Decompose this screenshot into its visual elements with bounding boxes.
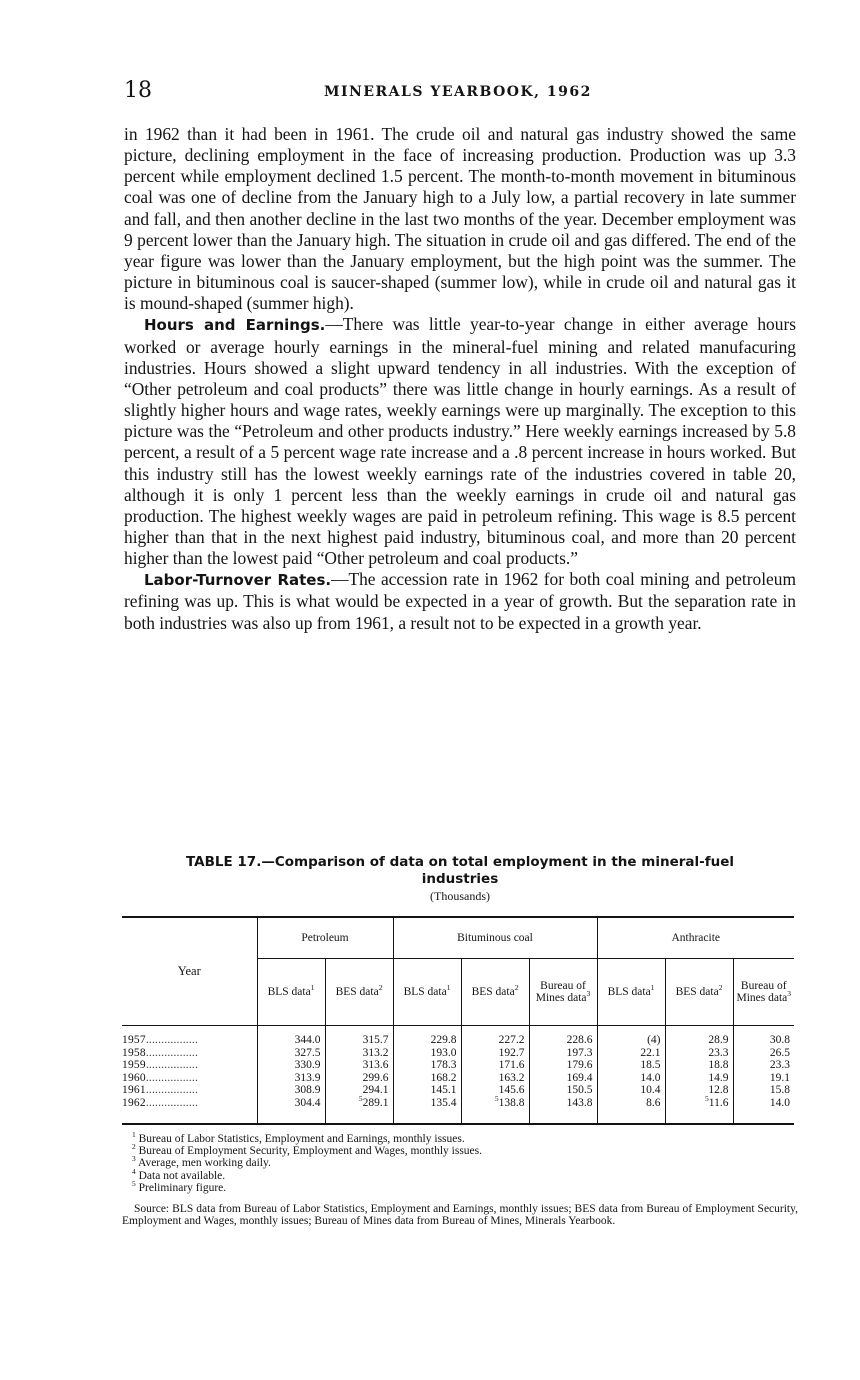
value-cell: 327.5 [257,1047,325,1060]
column-header: Bureau of Mines data$^3$ [733,959,794,1026]
value-cell: 23.3 [733,1059,794,1072]
value-cell: 308.9 [257,1084,325,1097]
value-cell: 18.8 [665,1059,733,1072]
value-cell: 304.4 [257,1097,325,1125]
footnote: $^4$ Data not available. [132,1166,226,1182]
footnote: $^1$ Bureau of Labor Statistics, Employment and Earnings, monthly issues. [132,1130,465,1145]
source-note: Source: BLS data from Bureau of Labor Statistics, Employment and Earnings, monthly issues; BES data from Bureau of Employment Security, Employment and Wages, monthly issues; Bureau of Mines data from Bureau of Mines, Minerals Yearbook. [122,1203,798,1227]
value-cell: 135.4 [393,1097,461,1125]
group-header: Petroleum [257,917,393,959]
value-cell: $^5$138.8 [461,1097,529,1125]
column-header: BES data$^2$ [665,959,733,1026]
value-cell: 19.1 [733,1072,794,1085]
paragraph-text: —There was little year-to-year change in either average hours worked or average hourly earnings in the mineral-fuel mining and related manufacuring industries. Hours showed a slight upward tendency in all industries. With the exception of “Other petroleum and coal products” there was little change in hourly earnings. As a result of slightly higher hours and wage rates, weekly earnings were up marginally. The exception to this picture was the “Petroleum and other products industry.” Here weekly earnings increased by 5.8 percent, a result of a 5 percent wage rate increase and a .8 percent increase in hours worked. But this industry still has the lowest weekly earnings rate of the industries covered in table 20, although it is only 1 percent less than the weekly earnings in crude oil and natural gas production. The highest weekly wages are paid in petroleum refining. This wage is 8.5 percent higher than that in the next highest paid industry, bituminous coal, and more than 20 percent higher than the lowest paid “Other petroleum and coal products.” [124,314,797,569]
value-cell: $^5$11.6 [665,1097,733,1125]
column-header: BES data$^2$ [325,959,393,1026]
value-cell: 145.6 [461,1084,529,1097]
value-cell: 168.2 [393,1072,461,1085]
value-cell: 344.0 [257,1026,325,1047]
body-text [124,124,796,634]
year-cell: 1957................. [122,1034,199,1046]
value-cell: 15.8 [733,1084,794,1097]
value-cell: 30.8 [733,1026,794,1047]
footnotes [132,1130,796,1194]
value-cell: 171.6 [461,1059,529,1072]
value-cell: 18.5 [597,1059,665,1072]
value-cell: 28.9 [665,1026,733,1047]
running-title: MINERALS YEARBOOK, 1962 [324,84,592,100]
table-title [124,854,796,905]
value-cell: 10.4 [597,1084,665,1097]
section-heading: Hours and Earnings. [144,316,326,335]
value-cell: (4) [597,1026,665,1047]
page-number: 18 [124,78,152,103]
value-cell: 193.0 [393,1047,461,1060]
group-header: Bituminous coal [393,917,597,959]
value-cell: 163.2 [461,1072,529,1085]
value-cell: 313.9 [257,1072,325,1085]
value-cell: 14.0 [733,1097,794,1125]
value-cell: 14.0 [597,1072,665,1085]
footnote: $^5$ Preliminary figure. [132,1178,227,1194]
value-cell: $^5$289.1 [325,1097,393,1125]
value-cell: 228.6 [529,1026,597,1047]
table-row [122,1084,794,1097]
year-cell: 1961................. [122,1084,199,1096]
page-header [124,78,796,106]
value-cell: 145.1 [393,1084,461,1097]
value-cell: 169.4 [529,1072,597,1085]
value-cell: 14.9 [665,1072,733,1085]
footnote: $^3$ Average, men working daily. [132,1154,271,1170]
column-header: BLS data$^1$ [597,959,665,1026]
table-row [122,1097,794,1125]
paragraph-text: —The accession rate in 1962 for both coal mining and petroleum refining was up. This is what would be expected in a year of growth. But the separation rate in both industries was also up from 1961, a result not to be expected in a growth year. [124,569,796,633]
year-cell: 1960................. [122,1071,199,1084]
group-header: Anthracite [597,917,794,959]
year-header: Year [122,917,257,1026]
value-cell: 313.6 [325,1059,393,1072]
value-cell: 22.1 [597,1047,665,1060]
year-cell: 1962................. [122,1097,257,1125]
column-header: BES data$^2$ [461,959,529,1026]
paragraph-text: in 1962 than it had been in 1961. The crude oil and natural gas industry showed the same picture, declining employment in the face of increasing production. Production was up 3.3 percent while employment declined 1.5 percent. The month-to-month movement in bituminous coal was one of decline from the January high to a July low, a partial recovery in late summer and fall, and then another decline in the last two months of the year. December employment was 9 percent lower than the January high. The situation in crude oil and gas differed. The end of the year figure was lower than the January employment, but the high point was the summer. The picture in bituminous coal is saucer-shaped (summer low), while in crude oil and natural gas it is mound-shaped (summer high). [124,124,796,314]
value-cell: 197.3 [529,1047,597,1060]
value-cell: 315.7 [325,1026,393,1047]
paragraph [124,314,796,569]
paragraph [124,569,796,633]
value-cell: 143.8 [529,1097,597,1125]
value-cell: 299.6 [325,1072,393,1085]
value-cell: 330.9 [257,1059,325,1072]
value-cell: 192.7 [461,1047,529,1060]
column-header: BLS data$^1$ [257,959,325,1026]
year-cell: 1959................. [122,1059,199,1071]
table-row [122,1047,794,1060]
table-title-line: TABLE 17.—Comparison of data on total employment in the mineral-fuel [185,854,734,870]
value-cell: 8.6 [597,1097,665,1125]
table-row [122,1026,794,1047]
value-cell: 150.5 [529,1084,597,1097]
footnote: $^2$ Bureau of Employment Security, Employment and Wages, monthly issues. [132,1142,483,1158]
value-cell: 178.3 [393,1059,461,1072]
value-cell: 26.5 [733,1047,794,1060]
value-cell: 12.8 [665,1084,733,1097]
value-cell: 227.2 [461,1026,529,1047]
table-row [122,1059,794,1072]
value-cell: 313.2 [325,1047,393,1060]
employment-table [122,916,794,1125]
section-heading: Labor-Turnover Rates. [144,571,332,590]
table-row [122,1072,794,1085]
value-cell: 294.1 [325,1084,393,1097]
column-header: Bureau of Mines data$^3$ [529,959,597,1026]
table-units: (Thousands) [430,889,490,903]
column-header: BLS data$^1$ [393,959,461,1026]
value-cell: 23.3 [665,1047,733,1060]
paragraph [124,124,796,314]
table-title-line: industries [421,871,499,887]
year-cell: 1958................. [122,1046,199,1059]
table-body [122,1026,794,1125]
value-cell: 229.8 [393,1026,461,1047]
value-cell: 179.6 [529,1059,597,1072]
